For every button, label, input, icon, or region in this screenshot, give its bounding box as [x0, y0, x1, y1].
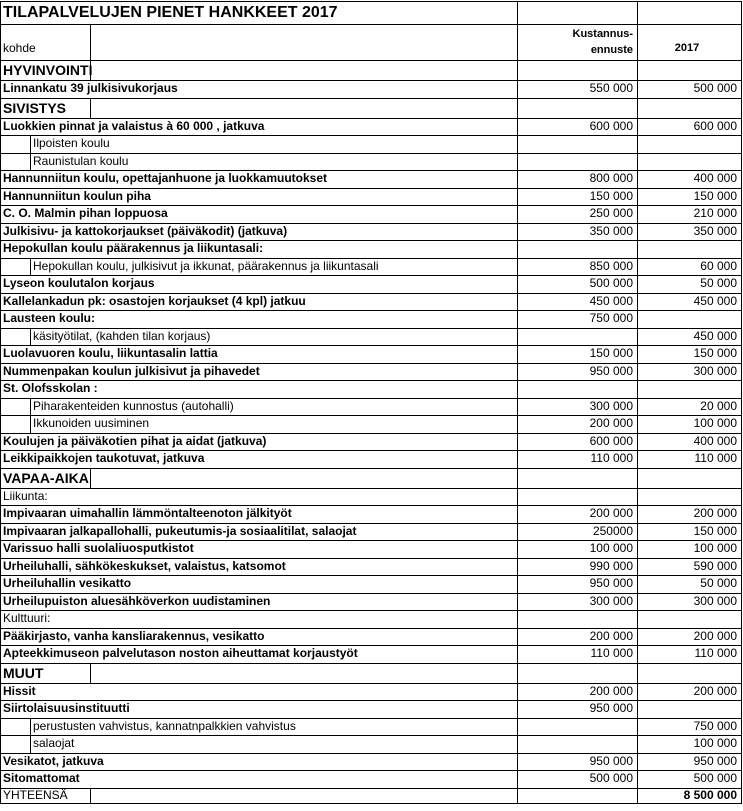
- grid-line: [517, 735, 518, 753]
- section-title: MUUT: [3, 664, 44, 681]
- grid-line: [517, 505, 518, 523]
- grid-line: [517, 770, 518, 788]
- budget-2017-cell: [637, 488, 741, 506]
- budget-2017-cell: 400 000: [693, 171, 737, 185]
- grid-line: [0, 1, 741, 2]
- cost-estimate-cell: 110 000: [590, 646, 633, 660]
- table-row: [0, 258, 741, 276]
- table-row: [0, 275, 741, 293]
- cost-estimate-cell: 500 000: [589, 771, 633, 785]
- grid-line: [517, 363, 518, 381]
- grid-line: [637, 450, 638, 468]
- grid-line: [637, 558, 638, 576]
- grid-line: [637, 610, 638, 628]
- cost-estimate-cell: 300 000: [589, 398, 633, 413]
- grid-line: [637, 683, 638, 701]
- table-row: [0, 415, 741, 433]
- grid-line: [90, 24, 91, 60]
- item-label: Hannunniitun koulu, opettajanhuone ja luokkamuutokset: [3, 171, 328, 185]
- cost-estimate-cell: [517, 488, 637, 506]
- budget-2017-cell: 210 000: [693, 206, 737, 220]
- item-label: Hepokullan koulu päärakennus ja liikuntasali:: [3, 241, 264, 255]
- grid-line: [637, 753, 638, 771]
- grid-line: [637, 380, 638, 398]
- budget-2017-cell: [637, 610, 741, 628]
- grid-line: [517, 450, 518, 468]
- table-row: [0, 610, 741, 628]
- sub-item-label: Piharakenteiden kunnostus (autohalli): [33, 398, 234, 413]
- table-row: [0, 540, 741, 558]
- section-header-row: [0, 663, 741, 683]
- cost-estimate-cell: 950 000: [589, 753, 633, 768]
- table-row: [0, 240, 741, 258]
- grid-line: [637, 60, 638, 80]
- table-row: [0, 683, 741, 701]
- budget-2017-cell: 750 000: [693, 718, 737, 733]
- grid-line: [517, 188, 518, 206]
- table-row: [0, 718, 741, 736]
- grid-line: [517, 205, 518, 223]
- grid-line: [517, 275, 518, 293]
- kustannus-line2: ennuste: [590, 44, 633, 56]
- budget-2017-cell: [637, 380, 741, 398]
- cost-estimate-cell: 850 000: [589, 258, 633, 273]
- total-label: YHTEENSÄ: [3, 787, 68, 802]
- table-row: [0, 363, 741, 381]
- grid-line: [637, 98, 638, 118]
- cost-estimate-cell: [517, 735, 637, 753]
- grid-line: [637, 433, 638, 451]
- budget-2017-cell: 450 000: [693, 293, 737, 308]
- grid-line: [637, 223, 638, 241]
- item-label: Nummenpakan koulun julkisivut ja pihavedet: [3, 363, 260, 378]
- budget-2017-cell: 50 000: [700, 276, 737, 290]
- grid-line: [517, 523, 518, 541]
- item-label: Urheiluhalli, sähkökeskukset, valaistus, katsomot: [3, 558, 286, 573]
- grid-line: [637, 135, 638, 153]
- cost-estimate-cell: [517, 135, 637, 153]
- table-row: [0, 433, 741, 451]
- grid-line: [637, 645, 638, 663]
- item-label: Liikunta:: [3, 488, 48, 503]
- budget-2017-cell: 110 000: [694, 451, 737, 465]
- grid-line: [517, 310, 518, 328]
- table-row: [0, 450, 741, 468]
- grid-line: [637, 593, 638, 611]
- column-header-kustannusennuste: [517, 24, 637, 60]
- cost-estimate-cell: 300 000: [589, 593, 633, 608]
- item-label: Leikkipaikkojen taukotuvat, jatkuva: [3, 451, 205, 465]
- sub-item-label: perustusten vahvistus, kannatnpalkkien vahvistus: [33, 718, 296, 733]
- cost-estimate-cell: [517, 240, 637, 258]
- budget-2017-cell: 150 000: [693, 523, 737, 538]
- item-label: Luolavuoren koulu, liikuntasalin lattia: [3, 346, 218, 360]
- table-row: [0, 80, 741, 98]
- item-label: Vesikatot, jatkuva: [3, 753, 104, 768]
- budget-2017-cell: 100 000: [693, 541, 737, 555]
- cost-estimate-cell: 950 000: [589, 576, 633, 590]
- item-label: Hannunniitun koulun piha: [3, 188, 151, 203]
- grid-line: [517, 558, 518, 576]
- grid-line: [637, 310, 638, 328]
- grid-line: [517, 170, 518, 188]
- table-row: [0, 345, 741, 363]
- section-title: VAPAA-AIKA: [3, 469, 89, 486]
- grid-line: [637, 700, 638, 718]
- item-label: Linnankatu 39 julkisivukorjaus: [3, 81, 178, 95]
- table-row: [0, 223, 741, 241]
- item-label: Varissuo halli suolaliuosputkistot: [3, 541, 194, 555]
- sub-item-label: käsityötilat, (kahden tilan korjaus): [33, 328, 211, 343]
- grid-line: [517, 700, 518, 718]
- item-label: Koulujen ja päiväkotien pihat ja aidat (jatkuva): [3, 433, 267, 448]
- budget-2017-cell: 300 000: [693, 363, 737, 378]
- item-label: Luokkien pinnat ja valaistus à 60 000 , jatkuva: [3, 118, 265, 133]
- table-row: [0, 593, 741, 611]
- table-row: [0, 628, 741, 646]
- cost-estimate-cell: 200 000: [589, 506, 633, 520]
- grid-line: [517, 645, 518, 663]
- item-label: Lyseon koulutalon korjaus: [3, 276, 155, 290]
- grid-line: [637, 735, 638, 753]
- grid-line: [517, 380, 518, 398]
- cost-estimate-cell: [517, 153, 637, 171]
- cost-estimate-cell: 250 000: [589, 206, 633, 220]
- cost-estimate-cell: [517, 328, 637, 346]
- grid-line: [637, 718, 638, 736]
- cost-estimate-cell: 150 000: [589, 346, 633, 360]
- table-row: [0, 398, 741, 416]
- cost-estimate-cell: [517, 380, 637, 398]
- sub-item-label: Ilpoisten koulu: [33, 136, 110, 150]
- table-row: [0, 170, 741, 188]
- budget-2017-cell: [637, 310, 741, 328]
- grid-line: [517, 468, 518, 488]
- grid-line: [517, 60, 518, 80]
- budget-2017-cell: 50 000: [700, 576, 737, 590]
- grid-line: [517, 488, 518, 506]
- grid-line: [637, 488, 638, 506]
- grid-line: [517, 24, 518, 60]
- grid-line: [637, 188, 638, 206]
- table-row: [0, 310, 741, 328]
- grid-line: [637, 363, 638, 381]
- cost-estimate-cell: [517, 610, 637, 628]
- cost-estimate-cell: 200 000: [589, 683, 633, 698]
- section-title: HYVINVOINTI: [3, 62, 93, 78]
- grid-line: [637, 118, 638, 136]
- cost-estimate-cell: 500 000: [589, 276, 633, 290]
- grid-line: [517, 753, 518, 771]
- cost-estimate-cell: 950 000: [589, 701, 633, 715]
- budget-2017-cell: [637, 135, 741, 153]
- item-label: Apteekkimuseon palvelutason noston aiheuttamat korjaustyöt: [3, 646, 358, 660]
- item-label: Hissit: [3, 683, 36, 698]
- table-row: [0, 135, 741, 153]
- table-row: [0, 380, 741, 398]
- grid-line: [637, 663, 638, 683]
- budget-2017-cell: 950 000: [693, 753, 737, 768]
- grid-line: [517, 663, 518, 683]
- table-row: [0, 753, 741, 771]
- grid-line: [517, 328, 518, 346]
- budget-2017-cell: 600 000: [693, 118, 737, 133]
- cost-estimate-cell: 150 000: [589, 188, 633, 203]
- cost-estimate-cell: 990 000: [589, 558, 633, 573]
- item-label: Sitomattomat: [3, 771, 80, 785]
- page-title: TILAPALVELUJEN PIENET HANKKEET 2017: [3, 4, 338, 21]
- grid-line: [517, 258, 518, 276]
- budget-2017-cell: 350 000: [693, 223, 737, 238]
- budget-2017-cell: 400 000: [693, 433, 737, 448]
- grid-line: [637, 24, 638, 60]
- sub-item-label: Raunistulan koulu: [33, 153, 129, 168]
- grid-line: [517, 628, 518, 646]
- section-header-row: [0, 98, 741, 118]
- grid-line: [637, 170, 638, 188]
- grid-line: [517, 98, 518, 118]
- item-label: Julkisivu- ja kattokorjaukset (päiväkodit) (jatkuva): [3, 223, 288, 238]
- cost-estimate-cell: 110 000: [590, 451, 633, 465]
- table-row: [0, 700, 741, 718]
- grid-line: [517, 223, 518, 241]
- budget-2017-cell: 20 000: [700, 398, 737, 413]
- budget-2017-cell: 450 000: [693, 328, 737, 343]
- grid-line: [0, 803, 741, 804]
- grid-line: [637, 505, 638, 523]
- sub-item-label: Hepokullan koulu, julkisivut ja ikkunat, päärakennus ja liikuntasali: [33, 258, 379, 273]
- table-row: [0, 523, 741, 541]
- cost-estimate-cell: 950 000: [589, 363, 633, 378]
- grid-line: [637, 153, 638, 171]
- grid-line: [517, 345, 518, 363]
- item-label: Impivaaran jalkapallohalli, pukeutumis-ja sosiaalitilat, salaojat: [3, 523, 357, 538]
- grid-line: [637, 345, 638, 363]
- budget-2017-cell: [637, 240, 741, 258]
- grid-line: [517, 153, 518, 171]
- item-label: Urheilupuiston aluesähköverkon uudistaminen: [3, 593, 271, 608]
- grid-line: [517, 135, 518, 153]
- grid-line: [517, 610, 518, 628]
- grid-line: [637, 293, 638, 311]
- grid-line: [637, 540, 638, 558]
- item-label: Siirtolaisuusinstituutti: [3, 701, 130, 715]
- budget-2017-cell: 150 000: [693, 346, 737, 360]
- cost-estimate-cell: 600 000: [589, 118, 633, 133]
- grid-line: [637, 205, 638, 223]
- cost-estimate-cell: 800 000: [589, 171, 633, 185]
- item-label: Kallelankadun pk: osastojen korjaukset (4 kpl) jatkuu: [3, 293, 306, 308]
- grid-line: [517, 433, 518, 451]
- table-row: [0, 645, 741, 663]
- grid-line: [637, 240, 638, 258]
- table-row: [0, 575, 741, 593]
- grid-line: [637, 258, 638, 276]
- grid-line: [517, 118, 518, 136]
- table-row: [0, 735, 741, 753]
- table-row: [0, 293, 741, 311]
- table-row: [0, 505, 741, 523]
- table-row: [0, 488, 741, 506]
- table-row: [0, 770, 741, 788]
- item-label: C. O. Malmin pihan loppuosa: [3, 206, 168, 220]
- grid-line: [741, 1, 742, 804]
- table-row: [0, 558, 741, 576]
- grid-line: [517, 788, 518, 803]
- grid-line: [637, 770, 638, 788]
- grid-line: [517, 398, 518, 416]
- grid-line: [637, 523, 638, 541]
- grid-line: [517, 80, 518, 98]
- cost-estimate-cell: 350 000: [589, 223, 633, 238]
- grid-line: [637, 328, 638, 346]
- grid-line: [517, 575, 518, 593]
- budget-2017-cell: 500 000: [693, 81, 737, 95]
- budget-2017-cell: [637, 700, 741, 718]
- cost-estimate-cell: 750 000: [589, 311, 633, 325]
- grid-line: [517, 718, 518, 736]
- item-label: Pääkirjasto, vanha kansliarakennus, vesikatto: [3, 628, 265, 643]
- total-row: [0, 788, 741, 803]
- item-label: Impivaaran uimahallin lämmöntalteenoton jälkityöt: [3, 506, 292, 520]
- cost-estimate-cell: 600 000: [589, 433, 633, 448]
- section-header-row: [0, 468, 741, 488]
- grid-line: [517, 240, 518, 258]
- cost-estimate-cell: 450 000: [589, 293, 633, 308]
- column-header-year: 2017: [674, 42, 700, 54]
- sub-item-label: salaojat: [33, 736, 75, 750]
- cost-estimate-cell: 550 000: [589, 81, 633, 95]
- grid-line: [517, 1, 518, 24]
- budget-2017-cell: 60 000: [700, 258, 737, 273]
- grid-line: [90, 788, 91, 803]
- budget-2017-cell: 100 000: [693, 736, 737, 750]
- cost-estimate-cell: 250000: [592, 523, 633, 538]
- item-label: Lausteen koulu:: [3, 311, 96, 325]
- grid-line: [0, 1, 1, 803]
- sub-item-label: Ikkunoiden uusiminen: [33, 416, 150, 430]
- budget-2017-cell: 300 000: [693, 593, 737, 608]
- cost-estimate-cell: [517, 718, 637, 736]
- grid-line: [637, 575, 638, 593]
- budget-2017-cell: 150 000: [693, 188, 737, 203]
- grid-line: [517, 415, 518, 433]
- budget-2017-cell: 500 000: [693, 771, 737, 785]
- grid-line: [637, 415, 638, 433]
- total-value: 8 500 000: [683, 787, 737, 802]
- grid-line: [637, 80, 638, 98]
- grid-line: [637, 398, 638, 416]
- table-row: [0, 153, 741, 171]
- grid-line: [517, 593, 518, 611]
- budget-2017-cell: 200 000: [693, 683, 737, 698]
- budget-2017-cell: 200 000: [693, 628, 737, 643]
- grid-line: [637, 275, 638, 293]
- grid-line: [517, 293, 518, 311]
- column-header-row: [0, 24, 741, 60]
- grid-line: [517, 540, 518, 558]
- table-row: [0, 328, 741, 346]
- table-row: [0, 118, 741, 136]
- page-title-row: [0, 1, 741, 24]
- table-row: [0, 188, 741, 206]
- section-header-row: [0, 60, 741, 80]
- item-label: Kulttuuri:: [3, 611, 51, 625]
- grid-line: [517, 683, 518, 701]
- item-label: Urheiluhallin vesikatto: [3, 576, 132, 590]
- table-row: [0, 205, 741, 223]
- cost-estimate-cell: 200 000: [589, 628, 633, 643]
- item-label: St. Olofsskolan :: [3, 381, 98, 395]
- column-header-kohde: kohde: [3, 41, 36, 55]
- budget-2017-cell: 200 000: [693, 506, 737, 520]
- budget-2017-cell: [637, 153, 741, 171]
- grid-line: [637, 628, 638, 646]
- section-title: SIVISTYS: [3, 99, 67, 116]
- grid-line: [637, 788, 638, 803]
- cost-estimate-cell: 100 000: [589, 541, 633, 555]
- budget-2017-cell: 100 000: [693, 416, 737, 430]
- grid-line: [637, 1, 638, 24]
- kustannus-line1: Kustannus-: [572, 28, 633, 40]
- cost-estimate-cell: 200 000: [589, 416, 633, 430]
- budget-2017-cell: 590 000: [693, 558, 737, 573]
- grid-line: [637, 468, 638, 488]
- budget-2017-cell: 110 000: [694, 646, 737, 660]
